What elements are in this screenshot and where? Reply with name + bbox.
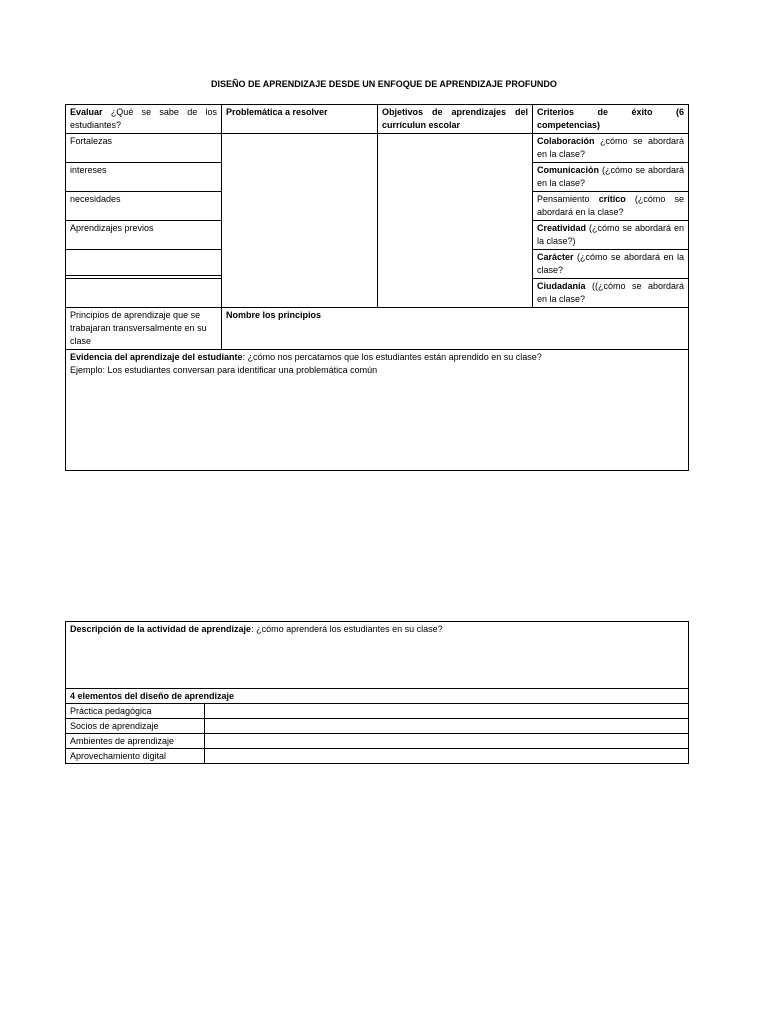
elemento-value-2 [205,719,689,734]
header-criterios: Criterios de éxito (6 competencias) [533,105,689,134]
elemento-value-4 [205,749,689,764]
evidencia-question: Evidencia del aprendizaje del estudiante: ¿cómo nos percatamos que los estudiantes están aprendido en su clase? [70,352,542,362]
evaluar-row-intereses: intereses [66,163,222,192]
learning-design-table [65,104,689,471]
evaluar-row-aprendizajes-previos: Aprendizajes previos [66,221,222,250]
header-evaluar: Evaluar ¿Qué se sabe de los estudiantes? [66,105,222,134]
criterio-ciudadania: Ciudadanía ((¿cómo se abordará en la clase? [533,279,689,308]
objetivos-cell [378,134,533,308]
elementos-header: 4 elementos del diseño de aprendizaje [66,689,689,704]
activity-table [65,621,689,764]
criterio-caracter: Carácter (¿cómo se abordará en la clase? [533,250,689,279]
elemento-digital: Aprovechamiento digital [66,749,205,764]
criterio-pensamiento-critico: Pensamiento crítico (¿cómo se abordará en la clase? [533,192,689,221]
elemento-socios: Socios de aprendizaje [66,719,205,734]
principios-name-cell: Nombre los principios [222,308,689,350]
principios-label: Principios de aprendizaje que se trabajaran transversalmente en su clase [66,308,222,350]
evaluar-row-empty-2 [66,279,222,308]
evaluar-row-fortalezas: Fortalezas [66,134,222,163]
elemento-value-1 [205,704,689,719]
document-title: DISEÑO DE APRENDIZAJE DESDE UN ENFOQUE DE APRENDIZAJE PROFUNDO [211,79,557,89]
problematica-cell [222,134,378,308]
descripcion-cell: Descripción de la actividad de aprendizaje: ¿cómo aprenderá los estudiantes en su clase? [66,622,689,689]
elemento-value-3 [205,734,689,749]
header-objetivos: Objetivos de aprendizajes del currículun escolar [378,105,533,134]
criterio-colaboracion: Colaboración ¿cómo se abordará en la clase? [533,134,689,163]
criterio-comunicacion: Comunicación (¿cómo se abordará en la clase? [533,163,689,192]
evidencia-example: Ejemplo: Los estudiantes conversan para identificar una problemática común [70,365,378,375]
evidencia-cell [66,350,689,471]
elemento-ambientes: Ambientes de aprendizaje [66,734,205,749]
elemento-practica-pedagogica: Práctica pedagógica [66,704,205,719]
header-problematica: Problemática a resolver [222,105,378,134]
evaluar-row-empty-1 [66,250,222,279]
criterio-creatividad: Creatividad (¿cómo se abordará en la clase?) [533,221,689,250]
evaluar-row-necesidades: necesidades [66,192,222,221]
